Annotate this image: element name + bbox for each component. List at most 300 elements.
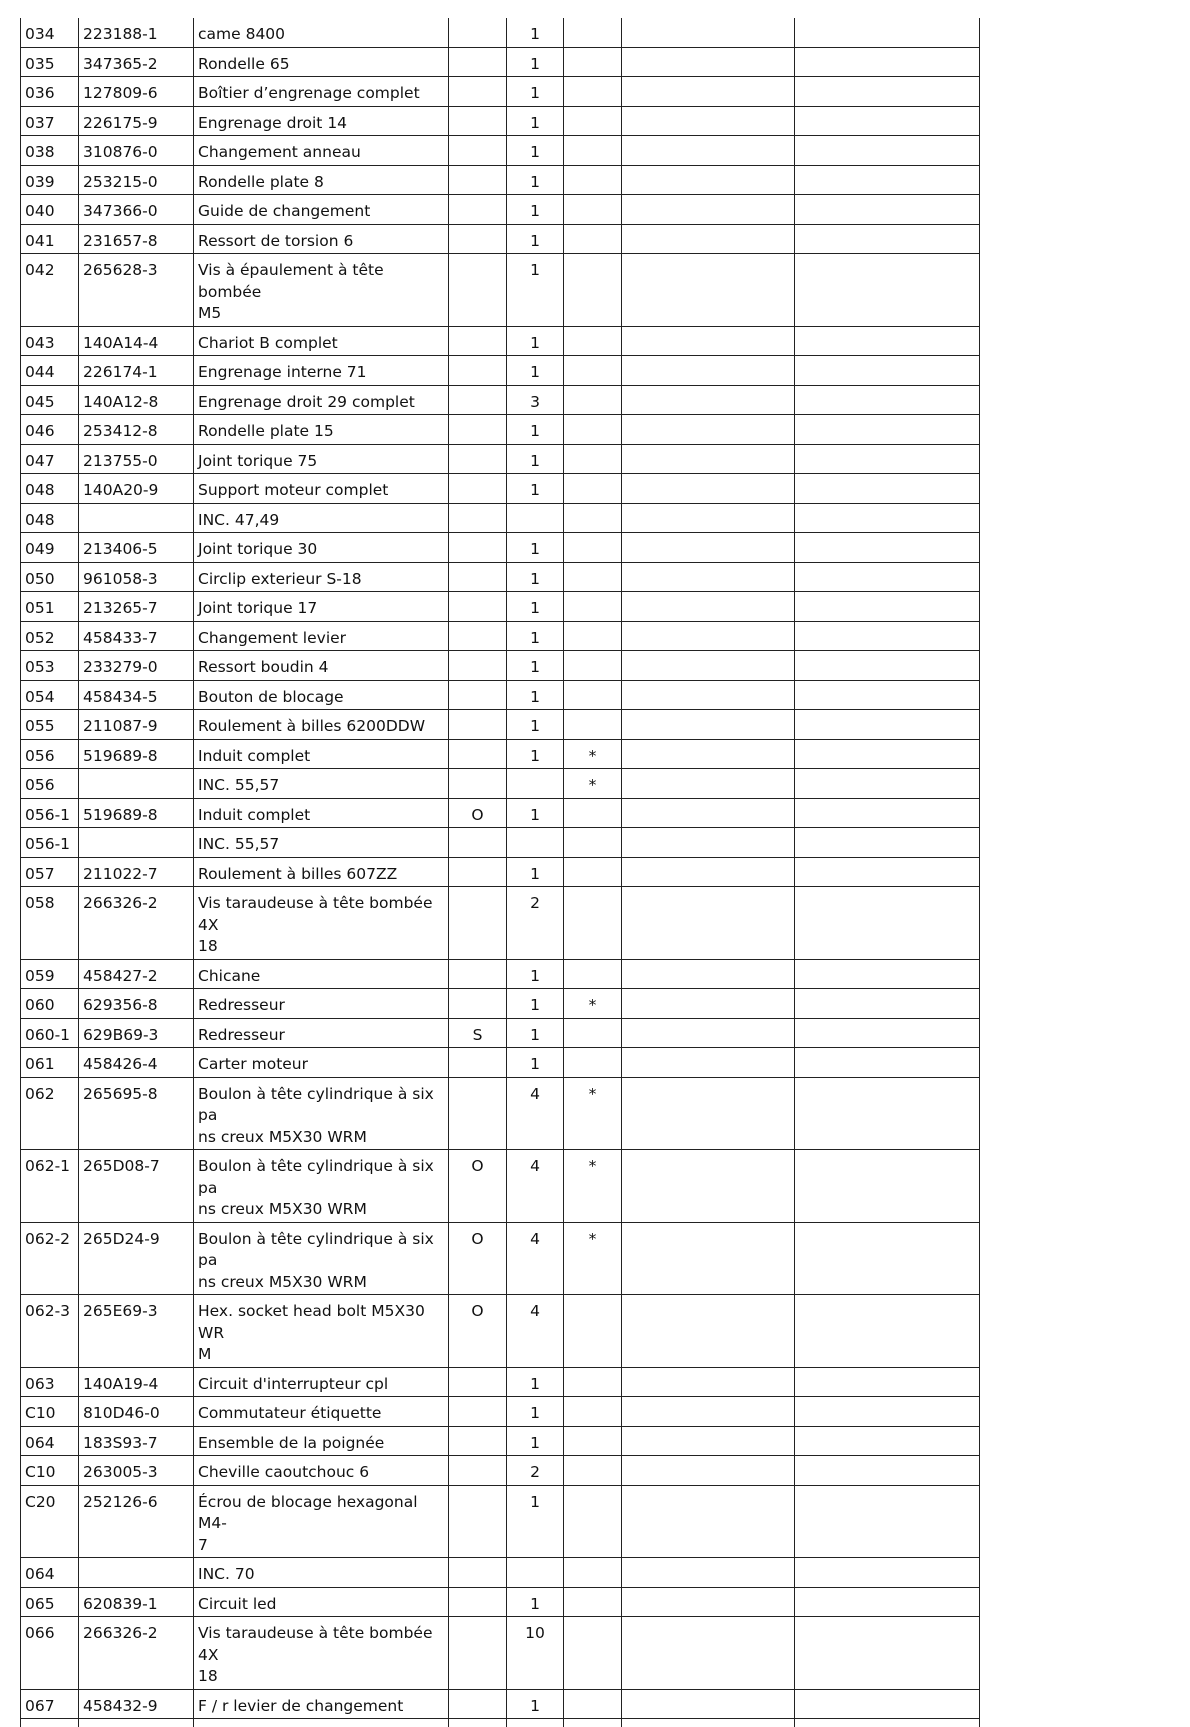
quantity-cell: 1: [507, 621, 564, 651]
marker-cell: [564, 385, 622, 415]
continuation-cell: [795, 1719, 980, 1727]
quantity-cell: [507, 828, 564, 858]
table-row: [21, 356, 980, 386]
quantity-cell: 1: [507, 1587, 564, 1617]
note-cell: [449, 195, 507, 225]
note-cell: O: [449, 1222, 507, 1295]
description-cell: Engrenage interne 71: [194, 356, 449, 386]
empty-cell-b: [795, 1485, 980, 1558]
item-number-cell: 061: [21, 1048, 79, 1078]
note-cell: [449, 1617, 507, 1690]
marker-cell: [564, 224, 622, 254]
table-row: [21, 1426, 980, 1456]
table-row: [21, 18, 980, 47]
empty-cell-a: [622, 385, 795, 415]
empty-cell-a: [622, 533, 795, 563]
continuation-row: [21, 1719, 980, 1727]
parts-table-body: [21, 18, 980, 1727]
table-row: [21, 254, 980, 327]
description-cell: INC. 55,57: [194, 769, 449, 799]
quantity-cell: 1: [507, 47, 564, 77]
empty-cell-a: [622, 621, 795, 651]
part-number-cell: 140A12-8: [79, 385, 194, 415]
table-row: [21, 1367, 980, 1397]
description-cell: Changement anneau: [194, 136, 449, 166]
part-number-cell: 253412-8: [79, 415, 194, 445]
item-number-cell: 034: [21, 18, 79, 47]
item-number-cell: 038: [21, 136, 79, 166]
empty-cell-b: [795, 1222, 980, 1295]
empty-cell-a: [622, 769, 795, 799]
marker-cell: *: [564, 769, 622, 799]
quantity-cell: 4: [507, 1150, 564, 1223]
quantity-cell: 1: [507, 1367, 564, 1397]
table-row: [21, 710, 980, 740]
empty-cell-a: [622, 444, 795, 474]
empty-cell-b: [795, 857, 980, 887]
marker-cell: [564, 1587, 622, 1617]
description-cell: Roulement à billes 6200DDW: [194, 710, 449, 740]
description-cell: Redresseur: [194, 1018, 449, 1048]
part-number-cell: 226174-1: [79, 356, 194, 386]
empty-cell-a: [622, 562, 795, 592]
empty-cell-b: [795, 1587, 980, 1617]
part-number-cell: 231657-8: [79, 224, 194, 254]
description-cell: Engrenage droit 29 complet: [194, 385, 449, 415]
part-number-cell: 810D46-0: [79, 1397, 194, 1427]
item-number-cell: 043: [21, 326, 79, 356]
table-row: [21, 415, 980, 445]
empty-cell-b: [795, 165, 980, 195]
quantity-cell: [507, 1558, 564, 1588]
item-number-cell: 060: [21, 989, 79, 1019]
empty-cell-a: [622, 1456, 795, 1486]
quantity-cell: 1: [507, 1018, 564, 1048]
item-number-cell: 062-3: [21, 1295, 79, 1368]
note-cell: [449, 1426, 507, 1456]
description-cell: Rondelle plate 8: [194, 165, 449, 195]
empty-cell-a: [622, 959, 795, 989]
part-number-cell: 140A19-4: [79, 1367, 194, 1397]
empty-cell-b: [795, 1150, 980, 1223]
item-number-cell: 062-2: [21, 1222, 79, 1295]
empty-cell-a: [622, 1222, 795, 1295]
table-row: [21, 857, 980, 887]
empty-cell-b: [795, 1558, 980, 1588]
empty-cell-b: [795, 739, 980, 769]
table-row: [21, 1485, 980, 1558]
item-number-cell: 040: [21, 195, 79, 225]
parts-list-sheet: [20, 18, 980, 1727]
note-cell: [449, 1587, 507, 1617]
quantity-cell: 4: [507, 1222, 564, 1295]
quantity-cell: 1: [507, 1485, 564, 1558]
description-cell: Carter moteur: [194, 1048, 449, 1078]
marker-cell: [564, 651, 622, 681]
item-number-cell: 064: [21, 1558, 79, 1588]
description-cell: INC. 55,57: [194, 828, 449, 858]
note-cell: [449, 533, 507, 563]
marker-cell: [564, 1689, 622, 1719]
item-number-cell: 066: [21, 1617, 79, 1690]
empty-cell-b: [795, 136, 980, 166]
item-number-cell: 055: [21, 710, 79, 740]
description-cell: F / r levier de changement: [194, 1689, 449, 1719]
item-number-cell: 035: [21, 47, 79, 77]
table-row: [21, 989, 980, 1019]
note-cell: [449, 1397, 507, 1427]
part-number-cell: 211087-9: [79, 710, 194, 740]
marker-cell: [564, 887, 622, 960]
table-row: [21, 533, 980, 563]
quantity-cell: 1: [507, 798, 564, 828]
quantity-cell: 1: [507, 165, 564, 195]
empty-cell-b: [795, 989, 980, 1019]
table-row: [21, 1558, 980, 1588]
quantity-cell: 1: [507, 1397, 564, 1427]
description-cell: Circlip exterieur S-18: [194, 562, 449, 592]
note-cell: O: [449, 1150, 507, 1223]
table-row: [21, 195, 980, 225]
part-number-cell: [79, 1558, 194, 1588]
marker-cell: [564, 1456, 622, 1486]
empty-cell-a: [622, 989, 795, 1019]
marker-cell: [564, 136, 622, 166]
empty-cell-a: [622, 887, 795, 960]
empty-cell-b: [795, 621, 980, 651]
table-row: [21, 1689, 980, 1719]
part-number-cell: 265628-3: [79, 254, 194, 327]
description-cell: Redresseur: [194, 989, 449, 1019]
empty-cell-a: [622, 1587, 795, 1617]
empty-cell-a: [622, 680, 795, 710]
description-cell: Guide de changement: [194, 195, 449, 225]
empty-cell-a: [622, 195, 795, 225]
empty-cell-b: [795, 474, 980, 504]
item-number-cell: C10: [21, 1397, 79, 1427]
empty-cell-b: [795, 651, 980, 681]
item-number-cell: 037: [21, 106, 79, 136]
quantity-cell: 1: [507, 1048, 564, 1078]
empty-cell-a: [622, 18, 795, 47]
table-row: [21, 1018, 980, 1048]
item-number-cell: 056-1: [21, 828, 79, 858]
quantity-cell: [507, 503, 564, 533]
marker-cell: [564, 254, 622, 327]
empty-cell-b: [795, 77, 980, 107]
empty-cell-b: [795, 562, 980, 592]
empty-cell-a: [622, 798, 795, 828]
empty-cell-a: [622, 136, 795, 166]
description-cell: Engrenage droit 14: [194, 106, 449, 136]
description-cell: Chicane: [194, 959, 449, 989]
part-number-cell: 458426-4: [79, 1048, 194, 1078]
empty-cell-b: [795, 1367, 980, 1397]
part-number-cell: 347365-2: [79, 47, 194, 77]
empty-cell-a: [622, 1426, 795, 1456]
part-number-cell: 629B69-3: [79, 1018, 194, 1048]
quantity-cell: 1: [507, 326, 564, 356]
table-row: [21, 1048, 980, 1078]
quantity-cell: [507, 769, 564, 799]
note-cell: [449, 1048, 507, 1078]
table-row: [21, 1077, 980, 1150]
description-cell: Boîtier d’engrenage complet: [194, 77, 449, 107]
marker-cell: *: [564, 1077, 622, 1150]
empty-cell-b: [795, 444, 980, 474]
empty-cell-b: [795, 415, 980, 445]
marker-cell: [564, 444, 622, 474]
table-row: [21, 621, 980, 651]
description-cell: Roulement à billes 607ZZ: [194, 857, 449, 887]
description-cell: Écrou de blocage hexagonal M4- 7: [194, 1485, 449, 1558]
description-cell: Bouton de blocage: [194, 680, 449, 710]
quantity-cell: 1: [507, 857, 564, 887]
part-number-cell: 211022-7: [79, 857, 194, 887]
quantity-cell: 1: [507, 562, 564, 592]
continuation-cell: [21, 1719, 79, 1727]
description-cell: INC. 70: [194, 1558, 449, 1588]
empty-cell-b: [795, 356, 980, 386]
item-number-cell: 039: [21, 165, 79, 195]
quantity-cell: 1: [507, 18, 564, 47]
part-number-cell: 140A14-4: [79, 326, 194, 356]
table-row: [21, 959, 980, 989]
note-cell: [449, 1367, 507, 1397]
marker-cell: [564, 959, 622, 989]
marker-cell: [564, 47, 622, 77]
item-number-cell: 064: [21, 1426, 79, 1456]
empty-cell-b: [795, 195, 980, 225]
part-number-cell: 265D24-9: [79, 1222, 194, 1295]
part-number-cell: 310876-0: [79, 136, 194, 166]
item-number-cell: 045: [21, 385, 79, 415]
note-cell: [449, 887, 507, 960]
part-number-cell: 458427-2: [79, 959, 194, 989]
empty-cell-b: [795, 1295, 980, 1368]
empty-cell-a: [622, 651, 795, 681]
note-cell: S: [449, 1018, 507, 1048]
table-row: [21, 136, 980, 166]
continuation-cell: [564, 1719, 622, 1727]
quantity-cell: 1: [507, 106, 564, 136]
note-cell: [449, 136, 507, 166]
quantity-cell: 3: [507, 385, 564, 415]
item-number-cell: 049: [21, 533, 79, 563]
empty-cell-b: [795, 106, 980, 136]
note-cell: [449, 710, 507, 740]
empty-cell-b: [795, 887, 980, 960]
note-cell: O: [449, 1295, 507, 1368]
marker-cell: [564, 1048, 622, 1078]
empty-cell-a: [622, 1367, 795, 1397]
empty-cell-b: [795, 1426, 980, 1456]
empty-cell-b: [795, 224, 980, 254]
table-row: [21, 680, 980, 710]
empty-cell-a: [622, 503, 795, 533]
description-cell: Boulon à tête cylindrique à six pa ns creux M5X30 WRM: [194, 1150, 449, 1223]
note-cell: [449, 77, 507, 107]
marker-cell: *: [564, 1222, 622, 1295]
empty-cell-b: [795, 47, 980, 77]
note-cell: O: [449, 798, 507, 828]
marker-cell: [564, 562, 622, 592]
marker-cell: [564, 356, 622, 386]
item-number-cell: 057: [21, 857, 79, 887]
continuation-cell: [194, 1719, 449, 1727]
quantity-cell: 1: [507, 680, 564, 710]
table-row: [21, 769, 980, 799]
part-number-cell: 347366-0: [79, 195, 194, 225]
description-cell: Circuit led: [194, 1587, 449, 1617]
note-cell: [449, 415, 507, 445]
description-cell: Boulon à tête cylindrique à six pa ns creux M5X30 WRM: [194, 1077, 449, 1150]
item-number-cell: 048: [21, 474, 79, 504]
table-row: [21, 887, 980, 960]
empty-cell-a: [622, 1617, 795, 1690]
empty-cell-a: [622, 165, 795, 195]
table-row: [21, 1150, 980, 1223]
empty-cell-b: [795, 769, 980, 799]
empty-cell-a: [622, 77, 795, 107]
item-number-cell: 042: [21, 254, 79, 327]
note-cell: [449, 769, 507, 799]
note-cell: [449, 1558, 507, 1588]
description-cell: Ensemble de la poignée: [194, 1426, 449, 1456]
quantity-cell: 1: [507, 224, 564, 254]
note-cell: [449, 254, 507, 327]
marker-cell: [564, 1367, 622, 1397]
marker-cell: [564, 1617, 622, 1690]
table-row: [21, 1617, 980, 1690]
note-cell: [449, 444, 507, 474]
note-cell: [449, 326, 507, 356]
quantity-cell: 1: [507, 739, 564, 769]
part-number-cell: 213265-7: [79, 592, 194, 622]
marker-cell: *: [564, 1150, 622, 1223]
item-number-cell: 065: [21, 1587, 79, 1617]
empty-cell-b: [795, 798, 980, 828]
quantity-cell: 1: [507, 989, 564, 1019]
description-cell: Chariot B complet: [194, 326, 449, 356]
empty-cell-a: [622, 1689, 795, 1719]
part-number-cell: [79, 769, 194, 799]
note-cell: [449, 385, 507, 415]
note-cell: [449, 562, 507, 592]
empty-cell-b: [795, 959, 980, 989]
marker-cell: [564, 77, 622, 107]
description-cell: INC. 47,49: [194, 503, 449, 533]
continuation-cell: [507, 1719, 564, 1727]
quantity-cell: 2: [507, 887, 564, 960]
part-number-cell: [79, 828, 194, 858]
quantity-cell: 1: [507, 959, 564, 989]
empty-cell-a: [622, 356, 795, 386]
empty-cell-b: [795, 385, 980, 415]
empty-cell-a: [622, 1048, 795, 1078]
quantity-cell: 4: [507, 1295, 564, 1368]
table-row: [21, 165, 980, 195]
item-number-cell: 056-1: [21, 798, 79, 828]
description-cell: Commutateur étiquette: [194, 1397, 449, 1427]
marker-cell: [564, 1485, 622, 1558]
marker-cell: [564, 18, 622, 47]
empty-cell-a: [622, 47, 795, 77]
marker-cell: [564, 1397, 622, 1427]
part-number-cell: 458432-9: [79, 1689, 194, 1719]
note-cell: [449, 224, 507, 254]
table-row: [21, 1222, 980, 1295]
part-number-cell: 961058-3: [79, 562, 194, 592]
quantity-cell: 1: [507, 1426, 564, 1456]
item-number-cell: 051: [21, 592, 79, 622]
part-number-cell: 253215-0: [79, 165, 194, 195]
empty-cell-b: [795, 503, 980, 533]
table-row: [21, 1397, 980, 1427]
part-number-cell: 183S93-7: [79, 1426, 194, 1456]
empty-cell-b: [795, 1617, 980, 1690]
marker-cell: *: [564, 989, 622, 1019]
item-number-cell: 036: [21, 77, 79, 107]
empty-cell-a: [622, 106, 795, 136]
item-number-cell: 063: [21, 1367, 79, 1397]
table-row: [21, 592, 980, 622]
item-number-cell: C10: [21, 1456, 79, 1486]
item-number-cell: C20: [21, 1485, 79, 1558]
description-cell: Ressort boudin 4: [194, 651, 449, 681]
table-row: [21, 739, 980, 769]
empty-cell-a: [622, 1077, 795, 1150]
note-cell: [449, 959, 507, 989]
part-number-cell: 620839-1: [79, 1587, 194, 1617]
item-number-cell: 048: [21, 503, 79, 533]
marker-cell: [564, 710, 622, 740]
item-number-cell: 058: [21, 887, 79, 960]
description-cell: Joint torique 75: [194, 444, 449, 474]
marker-cell: [564, 195, 622, 225]
description-cell: Joint torique 17: [194, 592, 449, 622]
marker-cell: [564, 1558, 622, 1588]
quantity-cell: 1: [507, 592, 564, 622]
part-number-cell: 519689-8: [79, 739, 194, 769]
quantity-cell: 1: [507, 77, 564, 107]
item-number-cell: 059: [21, 959, 79, 989]
empty-cell-a: [622, 739, 795, 769]
quantity-cell: 1: [507, 533, 564, 563]
empty-cell-b: [795, 533, 980, 563]
empty-cell-b: [795, 254, 980, 327]
empty-cell-a: [622, 592, 795, 622]
item-number-cell: 062: [21, 1077, 79, 1150]
item-number-cell: 052: [21, 621, 79, 651]
empty-cell-b: [795, 828, 980, 858]
note-cell: [449, 47, 507, 77]
table-row: [21, 385, 980, 415]
quantity-cell: 1: [507, 444, 564, 474]
marker-cell: [564, 798, 622, 828]
empty-cell-a: [622, 1018, 795, 1048]
quantity-cell: 1: [507, 136, 564, 166]
note-cell: [449, 989, 507, 1019]
quantity-cell: 1: [507, 474, 564, 504]
empty-cell-a: [622, 857, 795, 887]
table-row: [21, 77, 980, 107]
note-cell: [449, 1689, 507, 1719]
empty-cell-b: [795, 1077, 980, 1150]
empty-cell-a: [622, 1558, 795, 1588]
description-cell: Boulon à tête cylindrique à six pa ns creux M5X30 WRM: [194, 1222, 449, 1295]
table-row: [21, 562, 980, 592]
